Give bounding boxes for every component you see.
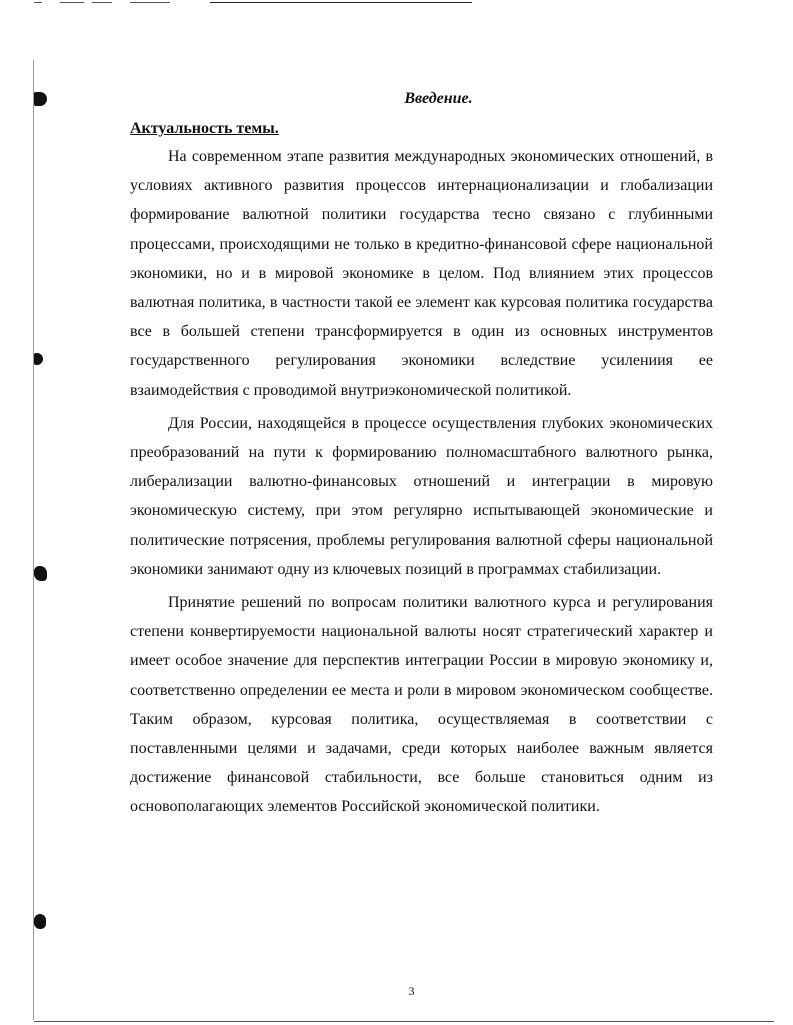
page-number: 3 <box>408 984 415 998</box>
paragraph: Для России, находящейся в процессе осуществления глубоких экономических преобразований на пути к формированию полномасштабного валютного рынка, либерализации валютно-финансовых отношений и интеграции в мировую экономическую систему, при этом регулярно испытывающей экономические и политические потрясения, проблемы регулирования валютной сферы национальной экономики занимают одну из ключевых позиций в программах стабилизации. <box>130 414 713 578</box>
scan-top-edge <box>0 0 793 8</box>
binding-hole-mark <box>34 914 46 929</box>
scan-mark <box>210 2 472 3</box>
document-page <box>130 86 713 826</box>
binding-hole-mark <box>34 566 47 581</box>
scan-mark <box>92 2 112 3</box>
scan-mark <box>60 2 84 3</box>
paragraph: Принятие решений по вопросам политики валютного курса и регулирования степени конвертируемости национальной валюты носят стратегический характер и имеет особое значение для перспектив интеграции России в мировую экономику и, соответственно определении ее места и роли в мировом экономическом сообществе. Таким образом, курсовая политика, осуществляемая в соответствии с поставленными целями и задачами, среди которых наиболее важным является достижение финансовой стабильности, все больше становиться одним из основополагающих элементов Российской экономической политики. <box>130 594 713 816</box>
section-heading: Актуальность темы. <box>130 120 279 137</box>
page-left-edge <box>33 60 34 1020</box>
page-bottom-edge <box>34 1021 774 1022</box>
paragraph: На современном этапе развития международных экономических отношений, в условиях активного развития процессов интернационализации и глобализации формирование валютной политики государства тесно связано с глубинными процессами, происходящими не только в кредитно-финансовой сфере национальной экономики, но и в мировой экономике в целом. Под влиянием этих процессов валютная политика, в частности такой ее элемент как курсовая политика государства все в большей степени трансформируется в один из основных инструментов государственного регулирования экономики вследствие усилениия ее взаимодействия с проводимой внутриэкономической политикой. <box>130 148 713 399</box>
page-title: Введение. <box>404 90 473 107</box>
binding-hole-mark <box>34 353 43 365</box>
scan-mark <box>34 2 42 3</box>
scan-mark <box>130 2 170 3</box>
binding-hole-mark <box>34 92 47 106</box>
